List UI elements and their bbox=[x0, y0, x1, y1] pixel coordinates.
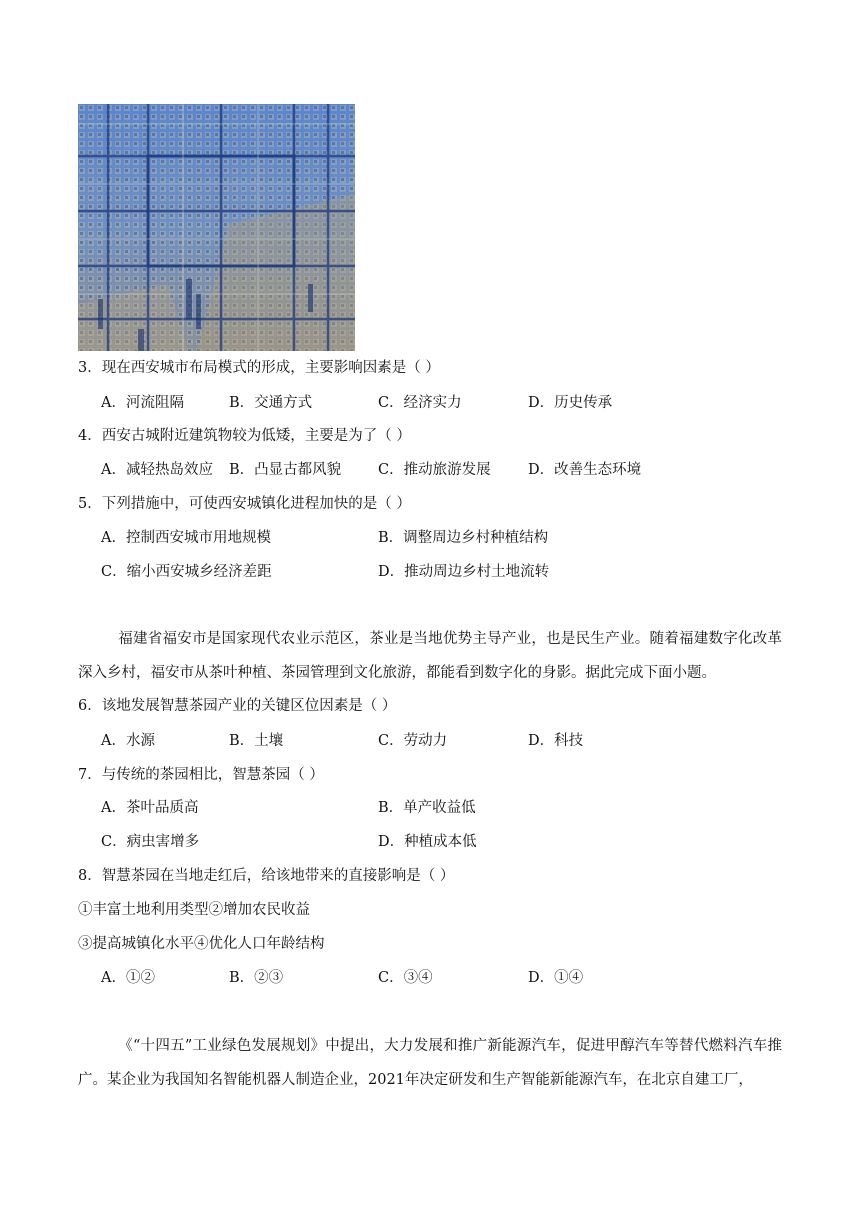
question-3-stem: 3．现在西安城市布局模式的形成，主要影响因素是（ ） bbox=[78, 360, 440, 376]
question-3-option-a[interactable]: A．河流阻隔 bbox=[101, 395, 184, 411]
question-6-option-b[interactable]: B．土壤 bbox=[229, 733, 284, 749]
question-8-items-2: ③提高城镇化水平④优化人口年龄结构 bbox=[78, 936, 325, 952]
question-3-option-b[interactable]: B．交通方式 bbox=[229, 395, 313, 411]
question-7-option-c[interactable]: C．病虫害增多 bbox=[101, 834, 200, 850]
question-3-option-c[interactable]: C．经济实力 bbox=[378, 395, 462, 411]
aerial-city-photo bbox=[78, 104, 355, 351]
question-7-option-a[interactable]: A．茶叶品质高 bbox=[101, 800, 199, 816]
question-5-option-a[interactable]: A．控制西安城市用地规模 bbox=[101, 530, 271, 546]
passage-fuan-tea bbox=[78, 622, 782, 690]
question-6-option-c[interactable]: C．劳动力 bbox=[378, 733, 448, 749]
question-5-option-b[interactable]: B．调整周边乡村种植结构 bbox=[378, 530, 549, 546]
question-3-option-d[interactable]: D．历史传承 bbox=[528, 395, 613, 411]
question-4-option-b[interactable]: B．凸显古都风貌 bbox=[229, 462, 342, 478]
question-5-option-d[interactable]: D．推动周边乡村土地流转 bbox=[378, 564, 550, 580]
question-5-stem: 5．下列措施中，可使西安城镇化进程加快的是（ ） bbox=[78, 496, 411, 512]
question-8-option-a[interactable]: A．①② bbox=[101, 970, 155, 986]
question-7-option-b[interactable]: B．单产收益低 bbox=[378, 800, 476, 816]
question-6-option-a[interactable]: A．水源 bbox=[101, 733, 155, 749]
question-6-stem: 6．该地发展智慧茶园产业的关键区位因素是（ ） bbox=[78, 698, 397, 714]
aerial-city-photo-graphic bbox=[78, 104, 355, 351]
question-8-stem: 8．智慧茶园在当地走红后，给该地带来的直接影响是（ ） bbox=[78, 868, 455, 884]
question-4-stem: 4．西安古城附近建筑物较为低矮，主要是为了（ ） bbox=[78, 428, 411, 444]
question-7-stem: 7．与传统的茶园相比，智慧茶园（ ） bbox=[78, 767, 324, 783]
question-8-option-b[interactable]: B．②③ bbox=[229, 970, 284, 986]
question-4-option-c[interactable]: C．推动旅游发展 bbox=[378, 462, 491, 478]
passage-new-energy-vehicles-text: 《“十四五”工业绿色发展规划》中提出，大力发展和推广新能源汽车，促进甲醇汽车等替代燃料汽车推广。某企业为我国知名智能机器人制造企业，2021年决定研发和生产智能新能源汽车，在北京自建工厂， bbox=[78, 1038, 782, 1088]
question-8-items-1: ①丰富土地利用类型②增加农民收益 bbox=[78, 902, 310, 918]
question-8-option-d[interactable]: D．①④ bbox=[528, 970, 584, 986]
question-8-option-c[interactable]: C．③④ bbox=[378, 970, 433, 986]
question-5-option-c[interactable]: C．缩小西安城乡经济差距 bbox=[101, 564, 272, 580]
passage-fuan-tea-text: 福建省福安市是国家现代农业示范区，茶业是当地优势主导产业，也是民生产业。随着福建数字化改革深入乡村，福安市从茶叶种植、茶园管理到文化旅游，都能看到数字化的身影。据此完成下面小题。 bbox=[78, 631, 782, 681]
question-7-option-d[interactable]: D．种植成本低 bbox=[378, 834, 477, 850]
passage-new-energy-vehicles bbox=[78, 1029, 782, 1097]
question-4-option-d[interactable]: D．改善生态环境 bbox=[528, 462, 642, 478]
question-4-option-a[interactable]: A．减轻热岛效应 bbox=[101, 462, 213, 478]
question-6-option-d[interactable]: D．科技 bbox=[528, 733, 584, 749]
